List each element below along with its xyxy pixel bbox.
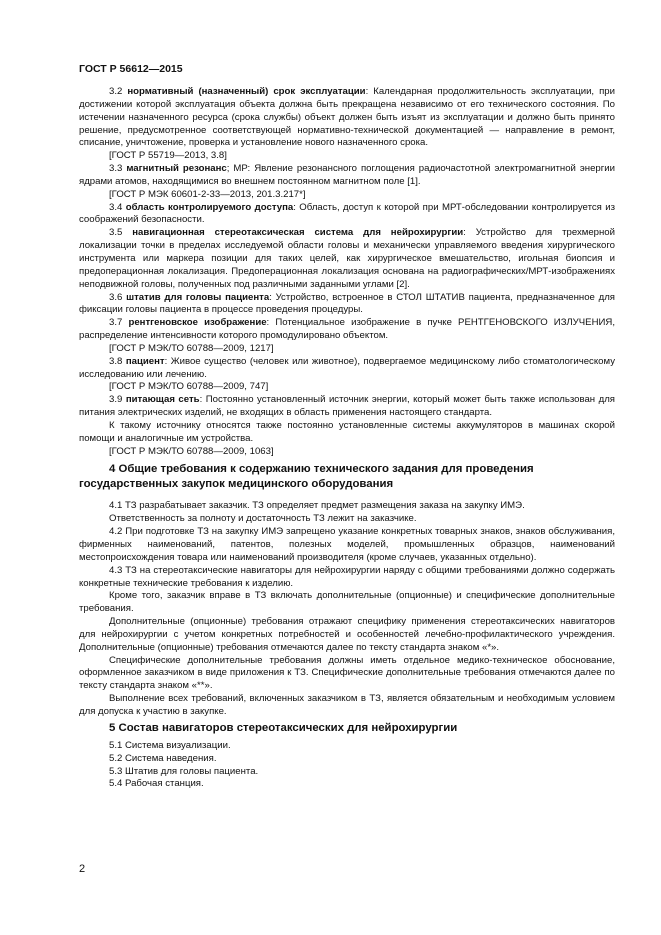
definition-3-6 bbox=[79, 292, 615, 318]
definition-text: : Живое существо (человек или животное), подвергаемое медицинскому либо стоматологическому исследованию или лечению. bbox=[79, 355, 615, 380]
reference: [ГОСТ Р 55719—2013, 3.8] bbox=[109, 150, 227, 162]
definition-text: : Потенциальное изображение в пучке РЕНТГЕНОВСКОГО ИЗЛУЧЕНИЯ, распределение интенсивности которого промодулировано объектом. bbox=[79, 317, 615, 342]
clause-number: 3.6 bbox=[109, 291, 123, 303]
paragraph: Кроме того, заказчик вправе в ТЗ включать дополнительные (опционные) и специфические дополнительные требования. bbox=[79, 590, 615, 615]
clause-number: 3.7 bbox=[109, 317, 123, 329]
definition-3-2 bbox=[79, 86, 615, 150]
reference: [ГОСТ Р МЭК 60601-2-33—2013, 201.3.217*] bbox=[109, 188, 306, 200]
reference: [ГОСТ Р МЭК/ТО 60788—2009, 1063] bbox=[109, 445, 274, 457]
term: пациент bbox=[125, 355, 165, 367]
clause-number: 3.8 bbox=[109, 355, 123, 367]
definition-3-9 bbox=[79, 394, 615, 420]
definition-text: : Календарная продолжительность эксплуатации, при достижении которой эксплуатация объекта должна быть прекращена независимо от его технического состояния. По истечении назначенного ресурса (срока службы) объект должен быть изъят из эксплуатации и должно быть принято решение, предусмотренное соответствующей нормативно-технической документацией — направление в ремонт, списание, уничтожение, проверка и установление нового назначенного срока. bbox=[79, 86, 615, 149]
clause-number: 3.3 bbox=[109, 163, 123, 175]
page-number: 2 bbox=[79, 863, 86, 875]
paragraph: Специфические дополнительные требования должны иметь отдельное медико-техническое обоснование, оформленное заказчиком в виде приложения к ТЗ. Специфические дополнительные требования отмечаются далее по тексту стандарта знаком «**». bbox=[79, 654, 615, 692]
list-item: 5.3 Штатив для головы пациента. bbox=[109, 765, 259, 777]
paragraph: Дополнительные (опционные) требования отражают специфику применения стереотаксических навигаторов для нейрохирургии с учетом конкретных потребностей и особенностей лечебно-профилактического учреждения. Дополнительные (опционные) требования отмечаются далее по тексту стандарта знаком «*». bbox=[79, 616, 615, 653]
section-4-title: 4 Общие требования к содержанию технического задания для проведения государственных закупок медицинского оборудования bbox=[79, 463, 534, 491]
definition-3-5 bbox=[79, 227, 615, 291]
paragraph: Выполнение всех требований, включенных заказчиком в ТЗ, является обязательным и необходимым условием для допуска к участию в закупке. bbox=[79, 693, 615, 717]
definition-note: К такому источнику относятся также постоянно установленные системы аккумуляторов в машинах скорой помощи и аналогичные им устройства. bbox=[79, 419, 615, 444]
list-item: 5.2 Система наведения. bbox=[109, 752, 217, 764]
term: рентгеновское изображение bbox=[128, 317, 267, 329]
definition-text: : Область, доступ к которой при МРТ-обследовании контролируется из соображений безопасности. bbox=[79, 201, 615, 226]
list-item: 5.4 Рабочая станция. bbox=[109, 778, 204, 790]
clause-number: 3.4 bbox=[109, 201, 123, 213]
term: штатив для головы пациента bbox=[126, 291, 270, 303]
list-item: 5.1 Система визуализации. bbox=[109, 739, 231, 751]
definition-text: : Устройство для трехмерной локализации точки в пределах исследуемой области головы и механически управляемого введения хирургического инструмента или маркера позиции для таких целей, как хирургическое вмешательство, игольная биопсия и предоперационная локализация. Предоперационная локализация основана на радиографических/МРТ-изображениях неподвижной головы, полученных под различными заданными углами [2]. bbox=[79, 227, 615, 290]
paragraph: Ответственность за полноту и достаточность ТЗ лежит на заказчике. bbox=[109, 513, 417, 525]
term: нормативный (назначенный) срок эксплуатации bbox=[127, 86, 366, 97]
definition-3-7 bbox=[79, 317, 615, 343]
paragraph-4-3: 4.3 ТЗ на стереотаксические навигаторы для нейрохирургии наряду с общими требованиями должно содержать конкретные технические требования к изделию. bbox=[79, 564, 615, 589]
term: область контролируемого доступа bbox=[125, 201, 294, 213]
clause-number: 3.9 bbox=[109, 394, 123, 406]
term: навигационная стереотаксическая система для нейрохирургии bbox=[132, 227, 464, 239]
definition-text: ; МР: Явление резонансного поглощения радиочастотной электромагнитной энергии ядрами атомов, находящимися во внешнем постоянном магнитном поле [1]. bbox=[79, 163, 615, 187]
paragraph-4-1: 4.1 ТЗ разрабатывает заказчик. ТЗ определяет предмет размещения заказа на закупку ИМЭ. bbox=[109, 500, 525, 512]
document-body bbox=[79, 86, 615, 791]
term: магнитный резонанс bbox=[126, 163, 227, 175]
reference: [ГОСТ Р МЭК/ТО 60788—2009, 1217] bbox=[109, 342, 274, 354]
reference: [ГОСТ Р МЭК/ТО 60788—2009, 747] bbox=[109, 381, 269, 393]
definition-3-8 bbox=[79, 356, 615, 382]
clause-number: 3.5 bbox=[109, 227, 123, 239]
term: питающая сеть bbox=[125, 394, 200, 406]
definition-text: : Постоянно установленный источник энергии, который может быть также использован для питания электрических изделий, не входящих в область применения настоящего стандарта. bbox=[79, 394, 616, 419]
definition-text: : Устройство, встроенное в СТОЛ ШТАТИВ пациента, предназначенное для фиксации головы пациента в процессе проведения процедуры. bbox=[79, 291, 616, 316]
paragraph-4-2: 4.2 При подготовке ТЗ на закупку ИМЭ запрещено указание конкретных товарных знаков, знаков обслуживания, фирменных наименований, патентов, полезных моделей, промышленных образцов, наименований местопроисхождения товара или наименований производителя (кроме случаев, указанных отдельно). bbox=[79, 526, 615, 563]
document-header: ГОСТ Р 56612—2015 bbox=[79, 63, 183, 75]
clause-number: 3.2 bbox=[109, 86, 123, 97]
definition-3-3 bbox=[79, 163, 615, 189]
definition-3-4 bbox=[79, 202, 615, 228]
section-5-title: 5 Состав навигаторов стереотаксических для нейрохирургии bbox=[109, 721, 458, 734]
